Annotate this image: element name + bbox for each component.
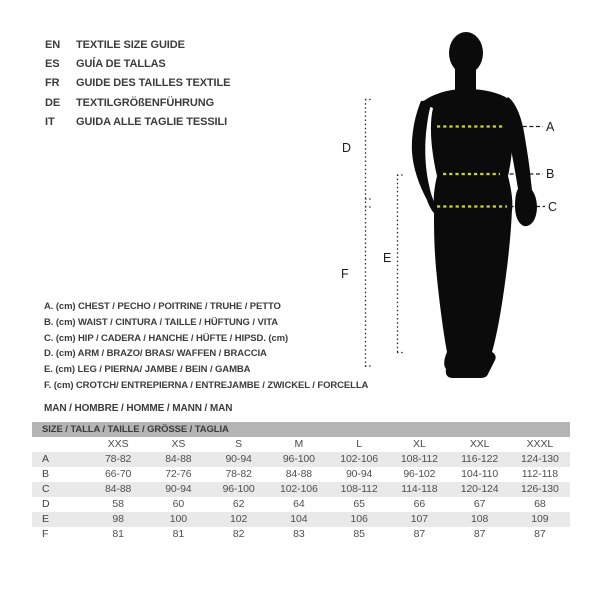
size-row-label: A — [42, 453, 49, 465]
size-value-cell: 66-70 — [104, 468, 132, 480]
size-value-cell: 83 — [293, 528, 305, 540]
marker-label-c: C — [548, 200, 558, 214]
size-value-cell: 84-88 — [285, 468, 313, 480]
language-guide-title: TEXTILE SIZE GUIDE — [76, 38, 185, 51]
size-value-cell: 98 — [112, 513, 124, 525]
size-value-cell: 96-100 — [222, 483, 255, 495]
size-table-header-bar: SIZE / TALLA / TAILLE / GRÖSSE / TAGLIA — [32, 422, 570, 437]
man-silhouette-diagram — [330, 20, 580, 392]
size-value-cell: 116-122 — [461, 453, 499, 465]
language-code: ES — [45, 58, 60, 71]
size-value-cell: 90-94 — [345, 468, 373, 480]
size-column-header: M — [294, 438, 304, 450]
size-column-header: S — [235, 438, 243, 450]
language-code: DE — [45, 96, 61, 109]
category-title: MAN / HOMBRE / HOMME / MANN / MAN — [44, 403, 233, 414]
size-value-cell: 96-100 — [282, 453, 315, 465]
size-value-cell: 102-106 — [340, 453, 379, 465]
size-value-cell: 124-130 — [520, 453, 559, 465]
size-value-cell: 102 — [230, 513, 248, 525]
marker-label-b: B — [546, 167, 555, 181]
language-row — [45, 93, 230, 112]
size-value-cell: 108-112 — [400, 453, 438, 465]
size-value-cell: 107 — [410, 513, 428, 525]
size-value-cell: 108-112 — [340, 483, 378, 495]
size-value-cell: 106 — [350, 513, 368, 525]
size-row-label: D — [42, 498, 50, 510]
measurement-legend — [44, 299, 368, 393]
size-table-row — [32, 467, 570, 482]
language-row — [45, 35, 230, 54]
size-column-header: L — [356, 438, 362, 450]
legs-shape — [434, 209, 512, 378]
marker-label-a: A — [546, 120, 555, 134]
size-table-row — [32, 527, 570, 542]
size-value-cell: 109 — [531, 513, 549, 525]
size-row-label: F — [42, 528, 49, 540]
size-value-cell: 87 — [413, 528, 426, 540]
size-value-cell: 114-118 — [401, 483, 438, 495]
size-value-cell: 84-88 — [165, 453, 192, 465]
size-value-cell: 78-82 — [225, 468, 252, 480]
language-code: EN — [45, 38, 61, 51]
size-value-cell: 85 — [353, 528, 365, 540]
size-column-header: XS — [171, 438, 186, 450]
measurement-legend-item: B. (cm) WAIST / CINTURA / TAILLE / HÜFTUNG / VITA — [44, 317, 278, 329]
size-table-row — [32, 512, 570, 527]
measurement-legend-item: C. (cm) HIP / CADERA / HANCHE / HÜFTE / HIPSD. (cm) — [44, 332, 289, 344]
language-code: IT — [45, 116, 55, 129]
size-value-cell: 87 — [534, 528, 546, 540]
language-row — [45, 74, 230, 93]
measurement-legend-item: D. (cm) ARM / BRAZO/ BRAS/ WAFFEN / BRACCIA — [44, 348, 267, 360]
arm-crotch-measure-line — [365, 99, 373, 367]
size-value-cell: 72-76 — [165, 468, 192, 480]
language-row — [45, 54, 230, 73]
size-value-cell: 120-124 — [460, 483, 499, 495]
marker-label-d: D — [342, 141, 352, 155]
language-code: FR — [45, 77, 60, 90]
size-row-label: B — [42, 468, 49, 480]
size-table-row — [32, 497, 570, 512]
language-guide-title: GUIDE DES TAILLES TEXTILE — [76, 77, 231, 90]
size-row-label: C — [42, 483, 50, 495]
leg-measure-line — [397, 175, 404, 354]
size-value-cell: 90-94 — [225, 453, 252, 465]
size-value-cell: 60 — [172, 498, 185, 510]
measurement-legend-item: F. (cm) CROTCH/ ENTREPIERNA / ENTREJAMBE / ZWICKEL / FORCELLA — [44, 379, 369, 391]
size-value-cell: 84-88 — [104, 483, 132, 495]
size-column-header: XXS — [107, 438, 129, 450]
size-value-cell: 82 — [232, 528, 245, 540]
size-value-cell: 104-110 — [461, 468, 499, 480]
size-value-cell: 112-118 — [521, 468, 559, 480]
marker-label-e: E — [383, 251, 392, 265]
size-table-row — [32, 482, 570, 497]
language-guide-title: GUÍA DE TALLAS — [76, 58, 166, 71]
size-value-cell: 66 — [413, 498, 426, 510]
size-value-cell: 96-102 — [403, 468, 436, 480]
language-guide-title: TEXTILGRÖßENFÜHRUNG — [76, 96, 215, 109]
torso-shape — [421, 89, 513, 211]
measurement-legend-item: A. (cm) CHEST / PECHO / POITRINE / TRUHE / PETTO — [44, 301, 281, 313]
size-value-cell: 65 — [353, 498, 365, 510]
size-table-row — [32, 452, 570, 467]
size-row-label-header — [32, 437, 88, 452]
size-value-cell: 78-82 — [104, 453, 132, 465]
size-value-cell: 102-106 — [279, 483, 318, 495]
size-column-header: XXXL — [526, 438, 554, 450]
neck-shape — [455, 58, 476, 94]
size-value-cell: 126-130 — [520, 483, 559, 495]
man-silhouette — [412, 32, 537, 378]
size-table — [32, 437, 570, 542]
marker-label-f: F — [341, 267, 349, 281]
size-value-cell: 67 — [473, 498, 486, 510]
size-row-label: E — [42, 513, 49, 525]
size-value-cell: 100 — [169, 513, 187, 525]
size-value-cell: 58 — [112, 498, 124, 510]
size-column-header: XL — [413, 438, 426, 450]
size-value-cell: 104 — [290, 513, 308, 525]
language-row — [45, 113, 230, 132]
size-value-cell: 81 — [172, 528, 185, 540]
size-value-cell: 81 — [112, 528, 124, 540]
size-table-section — [32, 422, 570, 542]
size-value-cell: 108 — [471, 513, 489, 525]
size-column-header: XXL — [469, 438, 490, 450]
size-value-cell: 68 — [534, 498, 546, 510]
size-column-header-row — [32, 437, 570, 452]
measurement-legend-item: E. (cm) LEG / PIERNA/ JAMBE / BEIN / GAMBA — [44, 364, 251, 376]
language-guide-title: GUIDA ALLE TAGLIE TESSILI — [76, 116, 228, 129]
size-value-cell: 87 — [473, 528, 486, 540]
size-value-cell: 90-94 — [165, 483, 192, 495]
language-title-list — [45, 35, 230, 132]
size-value-cell: 62 — [232, 498, 245, 510]
size-value-cell: 64 — [293, 498, 305, 510]
